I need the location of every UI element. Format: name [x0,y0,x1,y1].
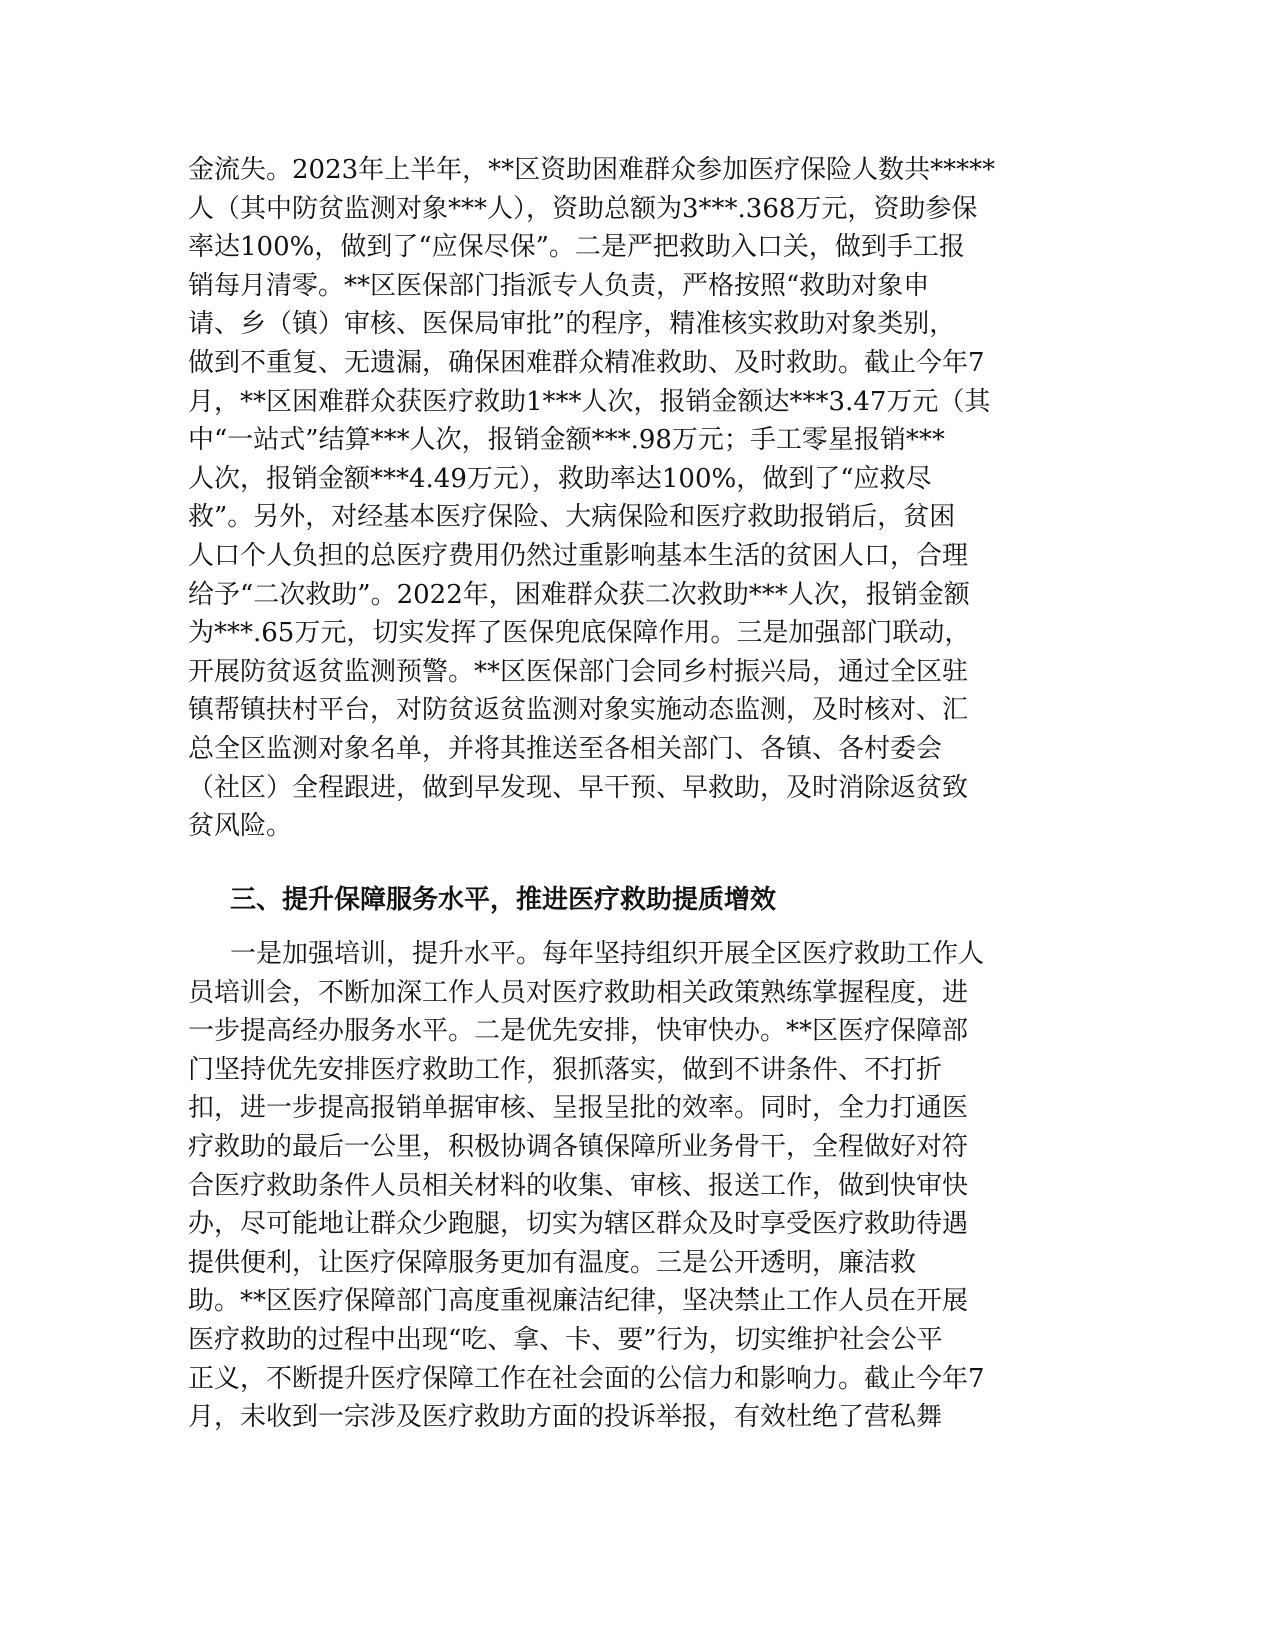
text-line: 提供便利，让医疗保障服务更加有温度。三是公开透明，廉洁救 [188,1247,917,1278]
text-line: 正义，不断提升医疗保障工作在社会面的公信力和影响力。截止今年7 [188,1363,985,1394]
text-line: 合医疗救助条件人员相关材料的收集、审核、报送工作，做到快审快 [188,1170,969,1201]
text-line: 人（其中防贫监测对象***人），资助总额为3***.368万元，资助参保 [188,193,978,224]
text-line: 人口个人负担的总医疗费用仍然过重影响基本生活的贫困人口，合理 [188,540,969,571]
text-line: 中“一站式”结算***人次，报销金额***.98万元；手工零星报销*** [188,425,945,456]
text-line: 医疗救助的过程中出现“吃、拿、卡、要”行为，切实维护社会公平 [188,1324,943,1355]
text-line: 助。**区医疗保障部门高度重视廉洁纪律，坚决禁止工作人员在开展 [188,1286,969,1317]
text-line: 月，未收到一宗涉及医疗救助方面的投诉举报，有效杜绝了营私舞 [188,1402,943,1433]
text-line: 月，**区困难群众获医疗救助1***人次，报销金额达***3.47万元（其 [188,386,991,417]
text-line: 门坚持优先安排医疗救助工作，狠抓落实，做到不讲条件、不打折 [188,1054,943,1085]
paragraph-funding-relief [188,151,1088,846]
text-line: 员培训会，不断加深工作人员对医疗救助相关政策熟练掌握程度，进 [188,977,969,1008]
text-line: 销每月清零。**区医保部门指派专人负责，严格按照“救助对象申 [188,270,930,301]
text-line: 一步提高经办服务水平。二是优先安排，快审快办。**区医疗保障部 [188,1016,969,1047]
text-line: 办，尽可能地让群众少跑腿，切实为辖区群众及时享受医疗救助待遇 [188,1209,969,1240]
section-heading: 三、提升保障服务水平，推进医疗救助提质增效 [230,885,777,915]
text-line: 疗救助的最后一公里，积极协调各镇保障所业务骨干，全程做好对符 [188,1131,969,1162]
text-line: 给予“二次救助”。2022年，困难群众获二次救助***人次，报销金额 [188,579,970,610]
text-line: 一是加强培训，提升水平。每年坚持组织开展全区医疗救助工作人 [230,939,985,969]
text-line: 贫风险。 [188,811,293,842]
text-line: 救”。另外，对经基本医疗保险、大病保险和医疗救助报销后，贫困 [188,502,956,533]
text-line: 镇帮镇扶村平台，对防贫返贫监测对象实施动态监测，及时核对、汇 [188,695,969,726]
text-line: 请、乡（镇）审核、医保局审批”的程序，精准核实救助对象类别， [188,309,956,340]
text-line: 人次，报销金额***4.49万元），救助率达100%，做到了“应救尽 [188,463,932,494]
text-line: 开展防贫返贫监测预警。**区医保部门会同乡村振兴局，通过全区驻 [188,656,969,687]
text-line: 金流失。2023年上半年，**区资助困难群众参加医疗保险人数共***** [188,155,996,185]
text-line: 为***.65万元，切实发挥了医保兜底保障作用。三是加强部门联动， [188,618,971,649]
text-line: （社区）全程跟进，做到早发现、早干预、早救助，及时消除返贫致 [188,772,969,803]
text-line: 扣，进一步提高报销单据审核、呈报呈批的效率。同时，全力打通医 [188,1093,969,1124]
text-line: 总全区监测对象名单，并将其推送至各相关部门、各镇、各村委会 [188,733,943,764]
text-line: 率达100%，做到了“应保尽保”。二是严把救助入口关，做到手工报 [188,232,965,263]
text-line: 做到不重复、无遗漏，确保困难群众精准救助、及时救助。截止今年7 [188,347,985,378]
paragraph-service-level [188,935,1088,1437]
